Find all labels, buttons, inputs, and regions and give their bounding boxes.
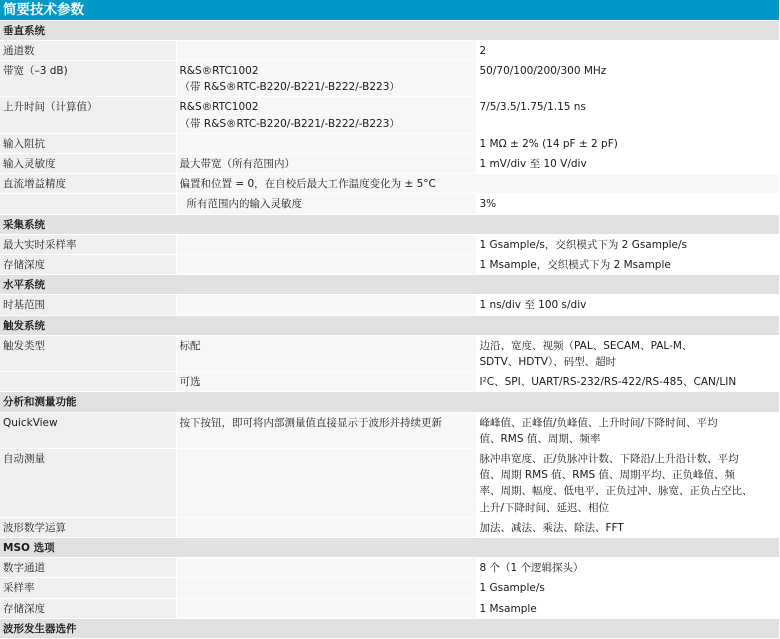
param-value: 7/5/3.5/1.75/1.15 ns (476, 97, 779, 133)
param-condition (176, 40, 476, 60)
section-mso (0, 537, 779, 557)
param-condition: 按下按钮，即可将内部测量值直接显示于波形并持续更新 (176, 412, 476, 448)
value-line: 值、周期 RMS 值、RMS 值、周期平均、正负峰值、频 (480, 467, 777, 483)
table-row (0, 153, 779, 173)
param-condition: 最大带宽（所有范围内） (176, 153, 476, 173)
condition-line: （带 R&S®RTC-B220/-B221/-B222/-B223） (180, 79, 473, 95)
table-row (0, 448, 779, 517)
param-value: 3% (476, 194, 779, 214)
table-row (0, 517, 779, 537)
table-row (0, 578, 779, 598)
param-value (476, 448, 779, 517)
param-value: 8 个（1 个逻辑探头） (476, 558, 779, 578)
section-acquisition (0, 214, 779, 234)
param-label: 输入灵敏度 (0, 153, 176, 173)
param-label: 采样率 (0, 578, 176, 598)
section-heading: 触发系统 (0, 315, 779, 335)
param-label: 通道数 (0, 40, 176, 60)
param-label-empty (0, 372, 176, 392)
param-condition (176, 60, 476, 96)
param-value (476, 412, 779, 448)
param-label: 时基范围 (0, 295, 176, 315)
value-line: 边沿、宽度、视频（PAL、SECAM、PAL-M、 (480, 338, 777, 354)
section-heading: 分析和测量功能 (0, 392, 779, 412)
param-label-empty (0, 194, 176, 214)
param-value (476, 335, 779, 371)
section-heading: 垂直系统 (0, 21, 779, 41)
table-row (0, 558, 779, 578)
param-value: 1 Gsample/s，交织模式下为 2 Gsample/s (476, 234, 779, 254)
table-row (0, 60, 779, 96)
param-value: 1 MΩ ± 2% (14 pF ± 2 pF) (476, 133, 779, 153)
table-row (0, 295, 779, 315)
param-label: 数字通道 (0, 558, 176, 578)
param-condition (176, 598, 476, 618)
table-row (0, 254, 779, 274)
param-condition (176, 97, 476, 133)
param-value: 加法、减法、乘法、除法、FFT (476, 517, 779, 537)
param-label: 波形数学运算 (0, 517, 176, 537)
condition-line: R&S®RTC1002 (180, 99, 473, 115)
condition-line: （带 R&S®RTC-B220/-B221/-B222/-B223） (180, 116, 473, 132)
param-condition (176, 133, 476, 153)
param-label: 自动测量 (0, 448, 176, 517)
section-trigger (0, 315, 779, 335)
param-value: 1 mV/div 至 10 V/div (476, 153, 779, 173)
param-label: QuickView (0, 412, 176, 448)
param-label: 上升时间（计算值） (0, 97, 176, 133)
table-row (0, 234, 779, 254)
param-condition: 标配 (176, 335, 476, 371)
param-label: 存储深度 (0, 254, 176, 274)
table-row (0, 40, 779, 60)
section-heading: 采集系统 (0, 214, 779, 234)
param-label: 最大实时采样率 (0, 234, 176, 254)
section-analysis (0, 392, 779, 412)
section-heading: 波形发生器选件 (0, 618, 779, 638)
section-heading: MSO 选项 (0, 537, 779, 557)
param-condition: 可选 (176, 372, 476, 392)
table-row (0, 335, 779, 371)
param-condition (176, 578, 476, 598)
param-condition (176, 254, 476, 274)
page-title: 简要技术参数 (0, 0, 779, 20)
value-line: 率、周期、幅度、低电平、正负过冲、脉宽、正负占空比、 (480, 483, 777, 499)
value-line: 上升/下降时间、延迟、相位 (480, 500, 777, 516)
section-vertical (0, 21, 779, 41)
value-line: 脉冲串宽度、正/负脉冲计数、下降沿/上升沿计数、平均 (480, 451, 777, 467)
param-note: 偏置和位置 = 0，在自校后最大工作温度变化为 ± 5°C (176, 174, 779, 194)
table-row (0, 133, 779, 153)
section-heading: 水平系统 (0, 275, 779, 295)
param-label: 存储深度 (0, 598, 176, 618)
param-condition (176, 558, 476, 578)
param-label: 直流增益精度 (0, 174, 176, 194)
table-row (0, 372, 779, 392)
param-condition: 所有范围内的输入灵敏度 (176, 194, 476, 214)
param-label: 触发类型 (0, 335, 176, 371)
table-row (0, 412, 779, 448)
param-value: 50/70/100/200/300 MHz (476, 60, 779, 96)
table-row (0, 97, 779, 133)
table-row (0, 194, 779, 214)
param-value: I²C、SPI、UART/RS-232/RS-422/RS-485、CAN/LIN (476, 372, 779, 392)
table-row (0, 174, 779, 194)
param-value: 1 Msample (476, 598, 779, 618)
param-value: 1 ns/div 至 100 s/div (476, 295, 779, 315)
param-condition (176, 295, 476, 315)
param-value: 2 (476, 40, 779, 60)
value-line: 值、RMS 值、周期、频率 (480, 431, 777, 447)
table-row (0, 598, 779, 618)
param-value: 1 Gsample/s (476, 578, 779, 598)
param-label: 输入阻抗 (0, 133, 176, 153)
spec-table (0, 21, 780, 639)
param-condition (176, 517, 476, 537)
value-line: 峰峰值、正峰值/负峰值、上升时间/下降时间、平均 (480, 415, 777, 431)
param-value: 1 Msample，交织模式下为 2 Msample (476, 254, 779, 274)
condition-line: R&S®RTC1002 (180, 63, 473, 79)
param-label: 带宽（–3 dB) (0, 60, 176, 96)
value-line: SDTV、HDTV）、码型、超时 (480, 354, 777, 370)
section-horizontal (0, 275, 779, 295)
section-generator (0, 618, 779, 638)
param-condition (176, 448, 476, 517)
param-condition (176, 234, 476, 254)
